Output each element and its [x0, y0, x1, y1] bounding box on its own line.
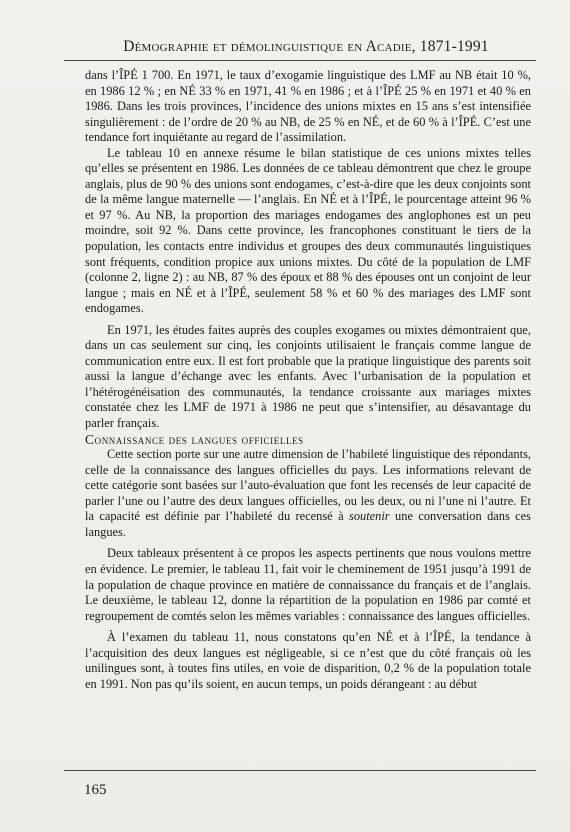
paragraph [85, 447, 531, 540]
paragraph: En 1971, les études faites auprès des couples exogames ou mixtes démontraient que, dans un cas seulement sur cinq, les conjoints utilisaient le français comme langue de communication entre eux. Il est fort probable que la pratique linguistique des parents soit aussi la langue d’échange avec les enfants. Avec l’urbanisation de la population et l’hétérogénéisation des communautés, la tendance croissante aux mariages mixtes constatée chez les LMF de 1971 à 1986 ne peut que s’intensifier, au désavantage du parler français. [85, 322, 531, 431]
paragraph: Deux tableaux présentent à ce propos les aspects pertinents que nous voulons mettre en évidence. Le premier, le tableau 11, fait voir le cheminement de 1951 jusqu’à 1991 de la population de chaque province en matière de connaissance du français et de l’anglais. Le deuxième, le tableau 12, donne la répartition de la population en 1986 par comté et regroupement de comtés selon les mêmes variables : connaissance des langues officielles. [85, 546, 531, 623]
emphasis-text: soutenir [349, 509, 390, 524]
paragraph-text: Cette section porte sur une autre dimension de l’habileté linguistique des répondants, celle de la connaissance des langues officielles du pays. Les informations relevant de cette catégorie sont basées sur l’auto-évaluation que font les recensés de leur capacité de parler l’une ou l’autre des deux langues officielles, ou les deux, ou ni l’une ni l’autre. Et la capacité est définie par l’habileté du recensé à [85, 447, 531, 524]
paragraph-text-end: une conversation dans ces langues. [85, 509, 532, 539]
body-text [85, 68, 531, 692]
section-heading: Connaissance des langues officielles [85, 431, 304, 447]
header-rule [64, 60, 536, 61]
page-number: 165 [84, 782, 107, 798]
footer-rule [64, 770, 536, 771]
running-header: Démographie et démolinguistique en Acadie, 1871-1991 [123, 38, 489, 55]
paragraph-continued: dans l’ÎPÉ 1 700. En 1971, le taux d’exogamie linguistique des LMF au NB était 10 %, en 1986 12 % ; en NÉ 33 % en 1971, 41 % en 1986 ; et à l’ÎPÉ 25 % en 1971 et 40 % en 1986. Dans les trois provinces, l’incidence des unions mixtes en 15 ans s’est intensifiée singulièrement : de l’ordre de 20 % au NB, de 25 % en NÉ, et de 60 % à l’ÎPÉ. C’est une tendance fort inquiétante au regard de l’assimilation. [85, 68, 531, 145]
paragraph: À l’examen du tableau 11, nous constatons qu’en NÉ et à l’ÎPÉ, la tendance à l’acquisition des deux langues est négligeable, si ce n’est que du côté français où les unilingues sont, à toutes fins utiles, en voie de disparition, 0,2 % de la population totale en 1991. Non pas qu’ils soient, en aucun temps, un poids dérangeant : au début [85, 630, 531, 691]
paragraph: Le tableau 10 en annexe résume le bilan statistique de ces unions mixtes telles qu’elles se présentent en 1986. Les données de ce tableau démontrent que chez le groupe anglais, plus de 90 % des unions sont endogames, c’est-à-dire que les deux conjoints sont de la même langue maternelle — l’anglais. En NÉ et à l’ÎPÉ, le pourcentage atteint 96 % et 97 %. Au NB, la proportion des mariages endogames des anglophones est un peu moindre, soit 92 %. Dans cette province, les francophones constituant le tiers de la population, les contacts entre individus et groupes des deux communautés linguistiques sont fréquents, condition propice aux unions mixtes. Du côté de la population de LMF (colonne 2, ligne 2) : au NB, 87 % des époux et 88 % des épouses ont un conjoint de leur langue ; mais en NÉ et à l’ÎPÉ, seulement 58 % et 60 % des mariages des LMF sont endogames. [85, 145, 531, 316]
